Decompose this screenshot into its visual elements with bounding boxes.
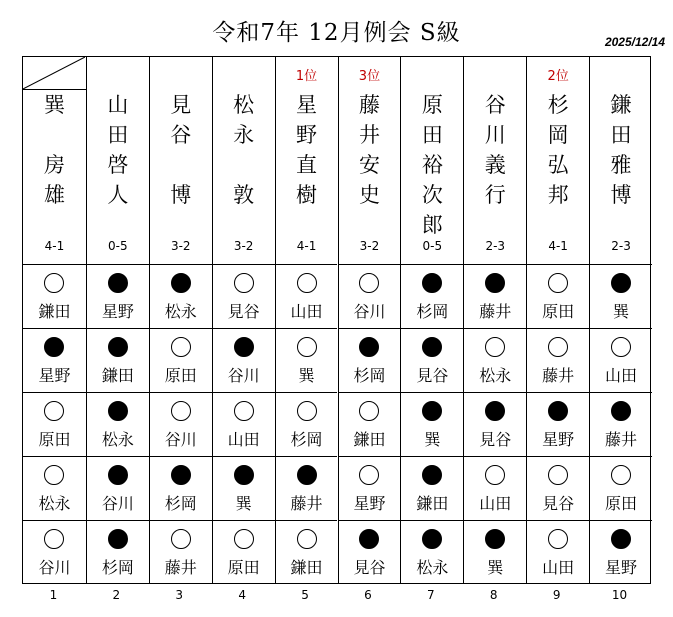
game-cell: [339, 265, 401, 329]
game-cell: [527, 329, 589, 393]
opponent-name: 山田: [479, 494, 512, 513]
player-name-char: 杉: [547, 93, 569, 117]
player-name-char: 星: [296, 93, 318, 117]
win-mark-icon: [548, 465, 568, 485]
win-mark-icon: [297, 273, 317, 293]
opponent-name: 杉岡: [353, 366, 386, 385]
player-name-char: 谷: [484, 93, 506, 117]
player-column: [338, 57, 401, 583]
game-cell: [464, 457, 526, 521]
corner-diagonal-line: [23, 57, 85, 89]
opponent-name: 藤井: [479, 302, 512, 321]
win-mark-icon: [485, 337, 505, 357]
loss-mark-icon: [485, 401, 505, 421]
game-cell: [150, 521, 212, 585]
player-header: [213, 57, 275, 265]
column-number: 9: [552, 588, 561, 602]
player-header: [87, 57, 149, 265]
win-mark-icon: [44, 273, 64, 293]
opponent-name: 山田: [542, 558, 575, 577]
opponent-name: 巽: [298, 366, 315, 385]
opponent-name: 松永: [479, 366, 512, 385]
player-name-char: 田: [610, 123, 632, 147]
player-name: [464, 90, 526, 210]
game-cell: [213, 521, 275, 585]
game-cell: [213, 393, 275, 457]
loss-mark-icon: [297, 465, 317, 485]
opponent-name: 見谷: [479, 430, 512, 449]
player-name: [590, 90, 652, 210]
player-name-char: 弘: [547, 153, 569, 177]
column-number: 2: [112, 588, 121, 602]
opponent-name: 藤井: [605, 430, 638, 449]
opponent-name: 見谷: [353, 558, 386, 577]
opponent-name: 見谷: [416, 366, 449, 385]
game-cell: [590, 457, 652, 521]
player-name: [213, 90, 275, 210]
game-cell: [527, 521, 589, 585]
win-mark-icon: [44, 529, 64, 549]
game-cell: [276, 265, 338, 329]
loss-mark-icon: [359, 529, 379, 549]
opponent-name: 鎌田: [353, 430, 386, 449]
game-cell: [150, 265, 212, 329]
opponent-name: 藤井: [164, 558, 197, 577]
opponent-name: 松永: [416, 558, 449, 577]
player-header: [527, 57, 589, 265]
player-name-char: 藤: [358, 93, 380, 117]
game-cell: [464, 265, 526, 329]
player-name-char: 敦: [233, 183, 255, 207]
win-mark-icon: [359, 273, 379, 293]
win-mark-icon: [234, 529, 254, 549]
win-mark-icon: [44, 401, 64, 421]
game-cell: [527, 457, 589, 521]
opponent-name: 見谷: [542, 494, 575, 513]
player-name-char: 見: [170, 93, 192, 117]
win-mark-icon: [297, 337, 317, 357]
opponent-name: 松永: [164, 302, 197, 321]
player-header: [23, 57, 86, 265]
player-column: [526, 57, 589, 583]
player-name: [339, 90, 401, 210]
game-cell: [339, 329, 401, 393]
player-name-char: 樹: [296, 183, 318, 207]
opponent-name: 杉岡: [101, 558, 134, 577]
opponent-name: 原田: [164, 366, 197, 385]
player-header: [150, 57, 212, 265]
opponent-name: 谷川: [164, 430, 197, 449]
column-number: 5: [301, 588, 309, 602]
win-mark-icon: [171, 529, 191, 549]
event-date: 2025/12/14: [604, 35, 665, 49]
loss-mark-icon: [422, 337, 442, 357]
opponent-name: 鎌田: [101, 366, 134, 385]
loss-mark-icon: [108, 529, 128, 549]
opponent-name: 藤井: [542, 366, 575, 385]
game-cell: [87, 457, 149, 521]
game-cell: [401, 457, 463, 521]
player-name-char: 松: [233, 93, 255, 117]
loss-mark-icon: [234, 337, 254, 357]
loss-mark-icon: [422, 465, 442, 485]
opponent-name: 星野: [101, 302, 134, 321]
opponent-name: 原田: [605, 494, 638, 513]
game-cell: [527, 265, 589, 329]
player-record: 0-5: [422, 239, 443, 253]
opponent-name: 藤井: [290, 494, 323, 513]
opponent-name: 原田: [227, 558, 260, 577]
win-mark-icon: [234, 401, 254, 421]
game-cell: [276, 457, 338, 521]
game-cell: [87, 393, 149, 457]
loss-mark-icon: [234, 465, 254, 485]
player-record: 3-2: [170, 239, 191, 253]
player-name-char: 川: [484, 123, 506, 147]
opponent-name: 星野: [542, 430, 575, 449]
column-number: 4: [238, 588, 246, 602]
player-name-char: 博: [610, 183, 632, 207]
player-name-char: 雄: [43, 183, 65, 207]
game-cell: [464, 393, 526, 457]
column-number: 7: [427, 588, 435, 602]
column-number: 1: [49, 588, 58, 602]
opponent-name: 鎌田: [290, 558, 323, 577]
game-cell: [339, 393, 401, 457]
game-cell: [464, 329, 526, 393]
game-cell: [87, 329, 149, 393]
player-rank: 2位: [547, 69, 569, 84]
opponent-name: 杉岡: [290, 430, 323, 449]
game-cell: [276, 521, 338, 585]
game-cell: [401, 393, 463, 457]
results-table: [22, 56, 651, 584]
player-record: 4-1: [296, 239, 317, 253]
win-mark-icon: [234, 273, 254, 293]
player-record: 2-3: [485, 239, 506, 253]
opponent-name: 谷川: [101, 494, 134, 513]
game-cell: [339, 521, 401, 585]
win-mark-icon: [44, 465, 64, 485]
player-name-char: [23, 120, 86, 150]
column-number: 8: [489, 588, 498, 602]
column-number: 6: [364, 588, 372, 602]
player-name-char: 岡: [547, 123, 569, 147]
win-mark-icon: [485, 465, 505, 485]
player-column: [589, 57, 652, 583]
game-cell: [276, 393, 338, 457]
player-column: [275, 57, 338, 583]
game-cell: [150, 393, 212, 457]
game-cell: [23, 457, 86, 521]
loss-mark-icon: [108, 273, 128, 293]
game-cell: [401, 265, 463, 329]
player-name-char: 鎌: [610, 93, 632, 117]
player-name-char: 野: [296, 123, 318, 147]
player-header: [464, 57, 526, 265]
loss-mark-icon: [611, 273, 631, 293]
loss-mark-icon: [108, 337, 128, 357]
game-cell: [213, 329, 275, 393]
win-mark-icon: [611, 337, 631, 357]
player-record: 4-1: [548, 239, 568, 253]
player-header: [276, 57, 338, 265]
loss-mark-icon: [171, 273, 191, 293]
opponent-name: 星野: [353, 494, 386, 513]
opponent-name: 巽: [487, 558, 504, 577]
loss-mark-icon: [485, 529, 505, 549]
loss-mark-icon: [171, 465, 191, 485]
player-column: [149, 57, 212, 583]
opponent-name: 巽: [235, 494, 252, 513]
game-cell: [87, 265, 149, 329]
opponent-name: 松永: [101, 430, 134, 449]
player-name-char: 永: [233, 123, 255, 147]
player-name-char: 房: [43, 153, 65, 177]
game-cell: [590, 521, 652, 585]
win-mark-icon: [171, 337, 191, 357]
player-name-char: 雅: [610, 153, 632, 177]
player-name-char: 史: [358, 183, 380, 207]
opponent-name: 原田: [38, 430, 71, 449]
loss-mark-icon: [611, 401, 631, 421]
loss-mark-icon: [548, 401, 568, 421]
player-header: [339, 57, 401, 265]
game-cell: [23, 265, 86, 329]
player-name-char: 山: [107, 93, 129, 117]
win-mark-icon: [171, 401, 191, 421]
opponent-name: 星野: [38, 366, 71, 385]
opponent-name: 山田: [290, 302, 323, 321]
player-record: 2-3: [611, 239, 631, 253]
opponent-name: 巽: [424, 430, 441, 449]
player-column: [86, 57, 149, 583]
loss-mark-icon: [108, 465, 128, 485]
opponent-name: 見谷: [227, 302, 260, 321]
player-name: [527, 90, 589, 210]
game-cell: [23, 329, 86, 393]
opponent-name: 原田: [542, 302, 575, 321]
player-name-char: [213, 150, 275, 180]
player-rank: 1位: [295, 69, 318, 84]
player-name-char: 啓: [107, 153, 129, 177]
player-record: 3-2: [233, 239, 254, 253]
loss-mark-icon: [422, 273, 442, 293]
player-name-char: 井: [358, 123, 380, 147]
player-name: [150, 90, 212, 210]
player-name-char: 安: [358, 153, 380, 177]
game-cell: [23, 521, 86, 585]
win-mark-icon: [359, 401, 379, 421]
opponent-name: 星野: [605, 558, 638, 577]
player-name: [23, 90, 86, 210]
game-cell: [150, 329, 212, 393]
win-mark-icon: [297, 529, 317, 549]
game-cell: [150, 457, 212, 521]
column-number: 3: [175, 588, 184, 602]
game-cell: [590, 265, 652, 329]
loss-mark-icon: [108, 401, 128, 421]
loss-mark-icon: [422, 529, 442, 549]
game-cell: [23, 393, 86, 457]
player-name-char: 次: [421, 183, 443, 207]
win-mark-icon: [611, 465, 631, 485]
game-cell: [213, 265, 275, 329]
loss-mark-icon: [422, 401, 442, 421]
opponent-name: 松永: [38, 494, 71, 513]
player-record: 4-1: [44, 239, 65, 253]
player-header: [590, 57, 652, 265]
loss-mark-icon: [485, 273, 505, 293]
game-cell: [276, 329, 338, 393]
win-mark-icon: [548, 529, 568, 549]
player-column: [400, 57, 463, 583]
game-cell: [213, 457, 275, 521]
win-mark-icon: [359, 465, 379, 485]
win-mark-icon: [548, 273, 568, 293]
game-cell: [87, 521, 149, 585]
opponent-name: 杉岡: [164, 494, 197, 513]
opponent-name: 山田: [605, 366, 638, 385]
loss-mark-icon: [359, 337, 379, 357]
player-name: [401, 90, 463, 240]
player-record: 0-5: [108, 239, 128, 253]
player-name-char: 人: [107, 183, 129, 207]
player-column: [23, 57, 86, 583]
player-record: 3-2: [359, 239, 380, 253]
player-name: [87, 90, 149, 210]
opponent-name: 鎌田: [416, 494, 449, 513]
player-name-char: 谷: [170, 123, 192, 147]
player-name-char: 巽: [43, 93, 65, 117]
opponent-name: 谷川: [38, 558, 71, 577]
game-cell: [401, 521, 463, 585]
player-name-char: 田: [107, 123, 129, 147]
player-name-char: 田: [421, 123, 443, 147]
player-name: [276, 90, 338, 210]
opponent-name: 巽: [613, 302, 630, 321]
player-name-char: [150, 150, 212, 180]
player-name-char: 義: [484, 153, 506, 177]
loss-mark-icon: [611, 529, 631, 549]
player-header: [401, 57, 463, 265]
player-name-char: 博: [170, 183, 192, 207]
player-name-char: 直: [296, 153, 318, 177]
game-cell: [401, 329, 463, 393]
opponent-name: 鎌田: [38, 302, 71, 321]
opponent-name: 山田: [227, 430, 260, 449]
column-number: 10: [611, 588, 628, 602]
player-rank: 3位: [358, 69, 381, 84]
player-name-char: 裕: [421, 153, 443, 177]
game-cell: [590, 329, 652, 393]
game-cell: [590, 393, 652, 457]
game-cell: [339, 457, 401, 521]
win-mark-icon: [297, 401, 317, 421]
game-cell: [464, 521, 526, 585]
loss-mark-icon: [44, 337, 64, 357]
player-column: [212, 57, 275, 583]
player-column: [463, 57, 526, 583]
opponent-name: 谷川: [227, 366, 260, 385]
player-name-char: 郎: [421, 213, 443, 237]
opponent-name: 杉岡: [416, 302, 449, 321]
opponent-name: 谷川: [353, 302, 386, 321]
player-name-char: 原: [421, 93, 443, 117]
page-title: 令和7年 12月例会 S級: [212, 20, 461, 46]
player-name-char: 邦: [547, 183, 569, 207]
player-name-char: 行: [484, 183, 506, 207]
game-cell: [527, 393, 589, 457]
win-mark-icon: [548, 337, 568, 357]
